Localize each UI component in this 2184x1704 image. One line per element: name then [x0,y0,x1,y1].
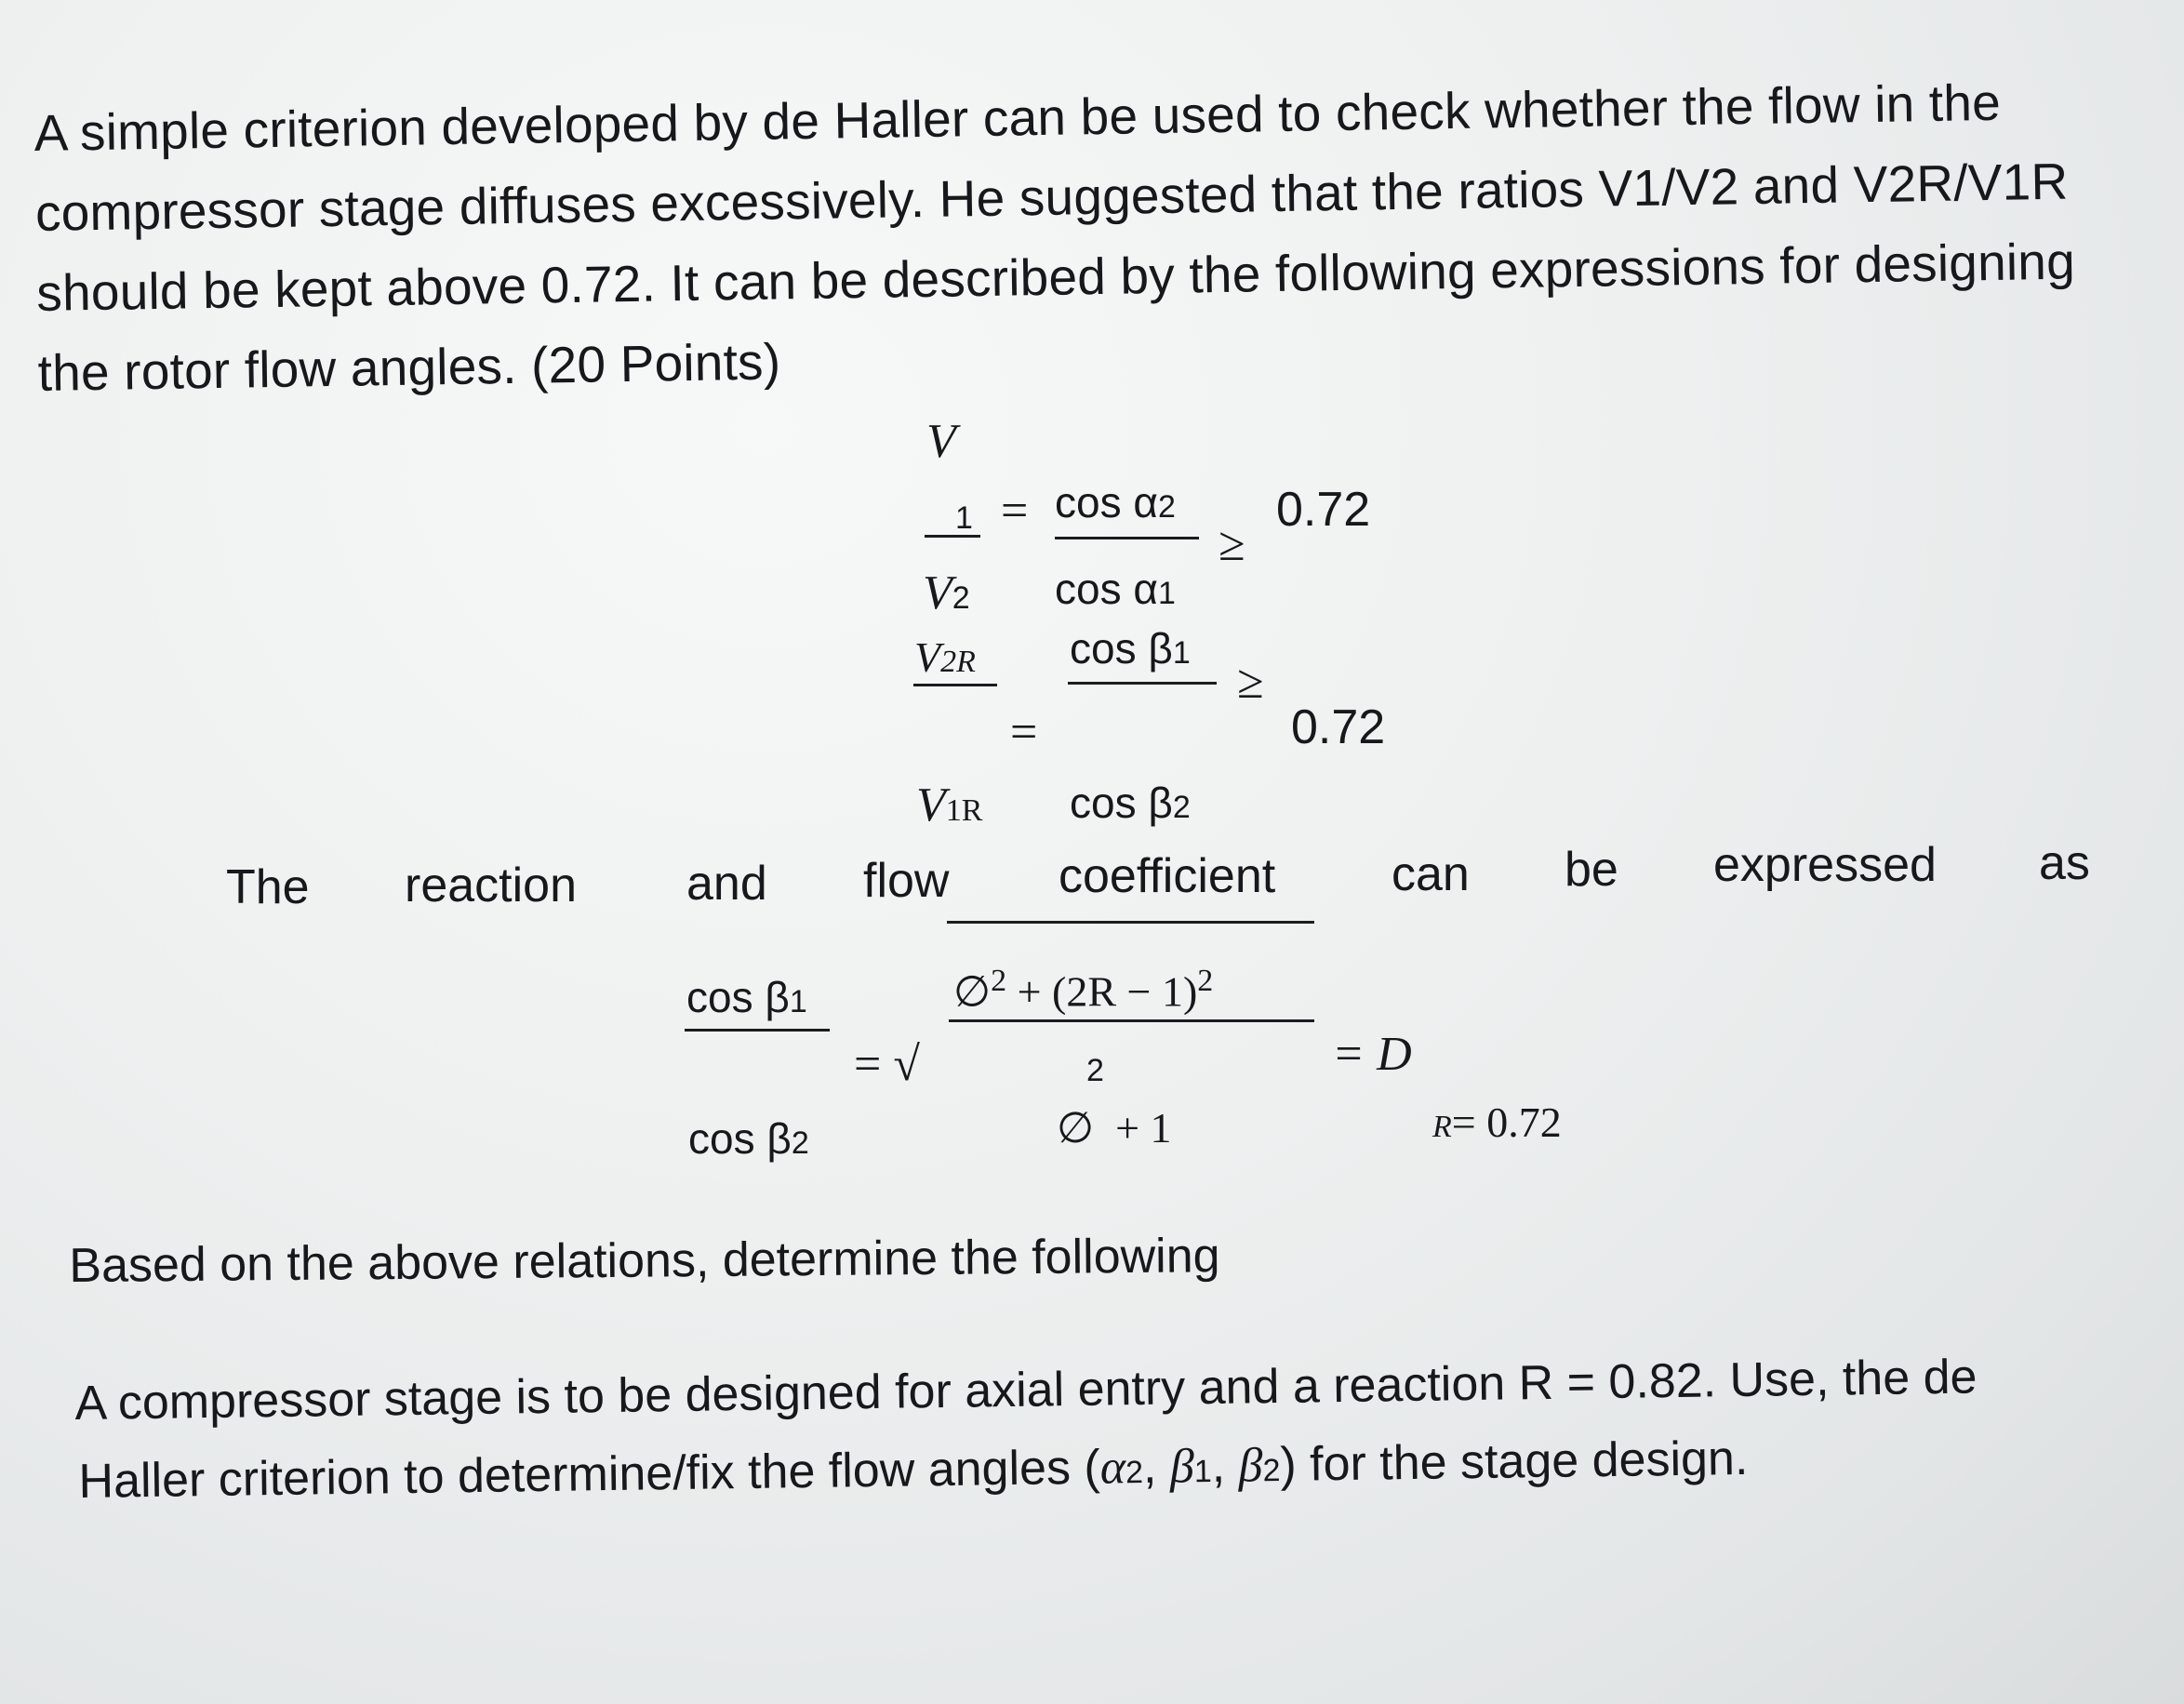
separator: , [1142,1439,1171,1495]
beta-2-symbol: β [1238,1439,1263,1493]
eq3-den-plus-one: + 1 [1115,1104,1172,1152]
eq2-rhs-den-text: cos β [1070,779,1173,827]
eq1-num-symbol: V [926,415,956,468]
separator: , [1211,1438,1239,1493]
eq2-rhs-fraction-bar [1068,682,1217,685]
sentence-word: and [686,857,767,911]
problem-line-1: A compressor stage is to be designed for axial entry and a reaction R = 0.82. Use, the de [74,1350,1978,1431]
eq1-rhs-den-text: cos α [1055,565,1158,613]
eq1-denominator [923,566,970,620]
eq2-denominator [916,778,982,832]
eq1-rhs-denominator [1055,564,1176,614]
eq2-rhs-den-subscript: 2 [1172,790,1191,825]
eq3-equals-sqrt: = √ [854,1038,920,1091]
eq2-rhs-denominator [1070,778,1191,828]
eq2-den-subscript: 1R [945,793,983,828]
eq3-rhs: = D [1332,1028,1412,1081]
sentence-word: expressed [1713,838,1937,892]
eq1-numerator [926,414,956,469]
eq3-condition-value: = 0.72 [1451,1098,1562,1146]
eq3-den-subscript: 2 [791,1125,809,1161]
eq3-condition-symbol: R [1432,1110,1452,1144]
eq3-num-subscript: 1 [789,984,807,1019]
sentence-word: can [1392,847,1470,901]
eq3-inner-numerator [953,964,1213,1016]
eq3-inner-denominator [1057,1102,1172,1152]
eq1-rhs-num-subscript: 2 [1157,489,1176,525]
eq1-den-subscript: 2 [952,580,970,616]
eq3-reaction-term: + (2R − 1) [1017,967,1198,1016]
eq1-rhs-numerator [1055,477,1176,527]
eq3-inner-fraction-bar [949,1019,1314,1022]
eq2-greater-equal: ≥ [1237,656,1264,709]
eq3-denominator [688,1113,809,1164]
eq3-fraction-bar [685,1029,830,1032]
eq3-reaction-exponent: 2 [1197,964,1214,998]
eq2-rhs-numerator [1070,623,1191,673]
eq2-den-symbol: V [916,779,946,832]
eq2-rhs-num-subscript: 1 [1172,635,1191,671]
eq1-greater-equal: ≥ [1219,518,1245,571]
problem-line-2-start: Haller criterion to determine/fix the flow angles ( [78,1440,1101,1509]
eq1-den-symbol: V [923,566,952,619]
beta-1-subscript: 1 [1193,1453,1213,1490]
eq2-equals: = [1010,706,1038,759]
problem-line-2-end: ) for the stage design. [1279,1431,1749,1492]
sentence-word: flow [863,854,950,908]
intro-paragraph: A simple criterion developed by de Haller can be used to check whether the flow in the compressor stage diffuses excessively. He suggested that the ratios V1/V2 and V2R/V1R should be kept above 0.72. It can be described by the following expressions for designing the rotor flow angles. (20 Points) [33,73,2076,402]
eq3-den-text: cos β [688,1114,792,1163]
beta-2-subscript: 2 [1262,1452,1281,1489]
beta-1-symbol: β [1169,1440,1195,1494]
alpha-2-symbol: α [1099,1441,1126,1495]
eq2-rhs-num-text: cos β [1070,624,1173,672]
eq3-condition [1432,1098,1562,1147]
eq2-value: 0.72 [1291,700,1386,754]
sentence-word: as [2039,836,2090,890]
eq1-numerator-subscript: 1 [955,500,973,536]
eq3-inner-exponent: 2 [1086,1053,1104,1088]
eq1-rhs-fraction-bar [1055,537,1199,539]
sentence-word: coefficient [1059,849,1276,903]
eq1-value: 0.72 [1276,483,1371,537]
alpha-2-subscript: 2 [1125,1455,1144,1491]
eq1-rhs-den-subscript: 1 [1157,576,1176,611]
eq3-phi-exponent: 2 [991,964,1007,998]
sentence-word: reaction [405,859,577,912]
eq2-fraction-bar [913,684,997,686]
eq2-num-symbol: V [914,633,941,681]
eq3-sqrt-overline [947,921,1314,924]
sentence-word: be [1565,843,1618,897]
eq3-num-text: cos β [686,973,790,1021]
eq2-num-subscript: 2R [940,645,976,679]
eq1-rhs-num-text: cos α [1055,478,1158,526]
eq3-den-phi-symbol: ∅ [1057,1104,1095,1152]
based-on-line: Based on the above relations, determine the following [69,1229,1220,1293]
eq1-equals: = [1001,485,1029,538]
sentence-word: The [226,860,310,914]
eq3-phi-symbol: ∅ [953,967,992,1016]
eq3-numerator [686,972,807,1022]
eq2-numerator [914,632,976,682]
eq1-fraction-bar [925,535,980,538]
